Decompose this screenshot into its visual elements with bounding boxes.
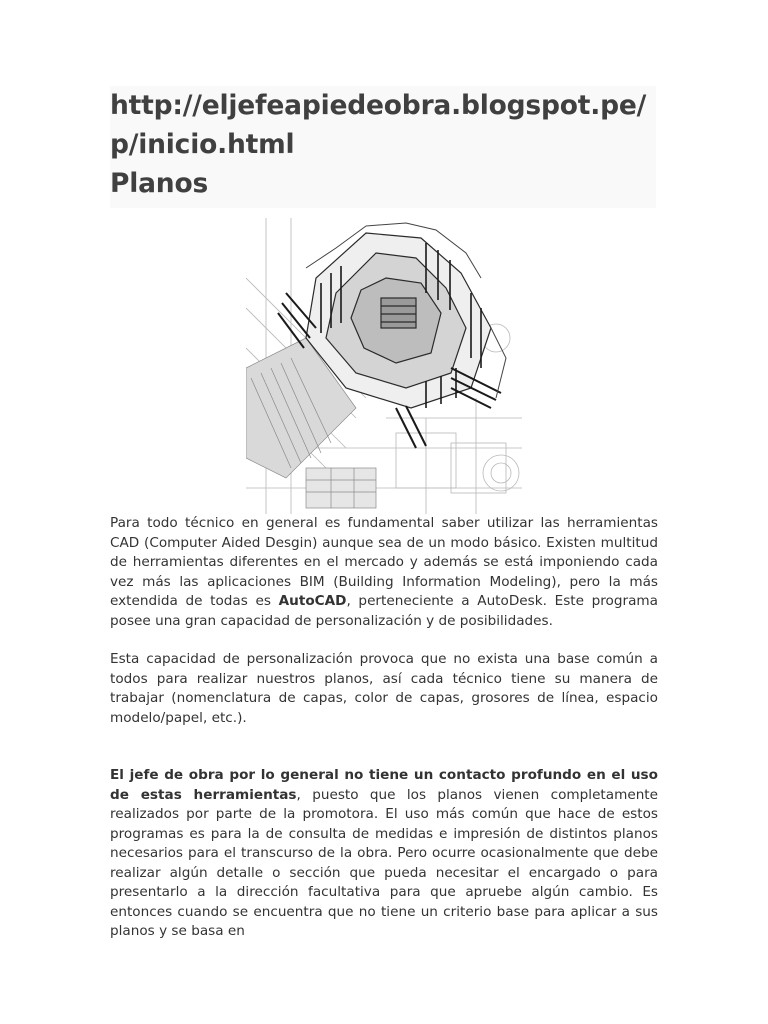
paragraph-personalization: Esta capacidad de personalización provoca que no exista una base común a todos para realizar nuestros planos, así cada técnico tiene su manera de trabajar (nomenclatura de capas, color de capas, grosores de línea, espacio modelo/papel, etc.).: [110, 651, 658, 726]
paragraph-jefe-de-obra: [110, 766, 658, 942]
paragraph-intro-text: Para todo técnico en general es fundamental saber utilizar las herramientas CAD (Computer Aided Desgin) aunque sea de un modo básico. Existen multitud de herramientas diferentes en el mercado y además se está imponiendo cada vez más las aplicaciones BIM (Building Information Modeling), pero la más extendida de todas es: [110, 515, 658, 609]
article-body: [110, 514, 658, 942]
paragraph-intro: [110, 514, 658, 631]
paragraph-intro-end: , perteneciente a AutoDesk. Este programa posee una gran capacidad de personalización y de posibilidades.: [110, 593, 658, 629]
blog-url-title[interactable]: http://eljefeapiedeobra.blogspot.pe/p/inicio.html: [110, 90, 647, 160]
architectural-cad-drawing-icon: [246, 218, 522, 514]
paragraph-jefe-de-obra-text: , puesto que los planos vienen completamente realizados por parte de la promotora. El uso más común que hace de estos programas es para la de consulta de medidas e impresión de distintos planos necesarios para el transcurso de la obra. Pero ocurre ocasionalmente que debe realizar algún detalle o sección que pueda necesitar el encargado o para presentarlo a la dirección facultativa para que apruebe algún cambio. Es entonces cuando se encuentra que no tiene un criterio base para aplicar a sus planos y se basa en: [110, 786, 659, 939]
autocad-bold: AutoCAD: [278, 593, 347, 609]
architectural-drawing-image: [246, 218, 522, 514]
jefe-de-obra-bold: El jefe de obra por lo general no tiene un contacto profundo en el uso de estas herramientas: [110, 767, 658, 803]
page-heading: [110, 86, 656, 208]
section-title: Planos: [110, 168, 209, 199]
